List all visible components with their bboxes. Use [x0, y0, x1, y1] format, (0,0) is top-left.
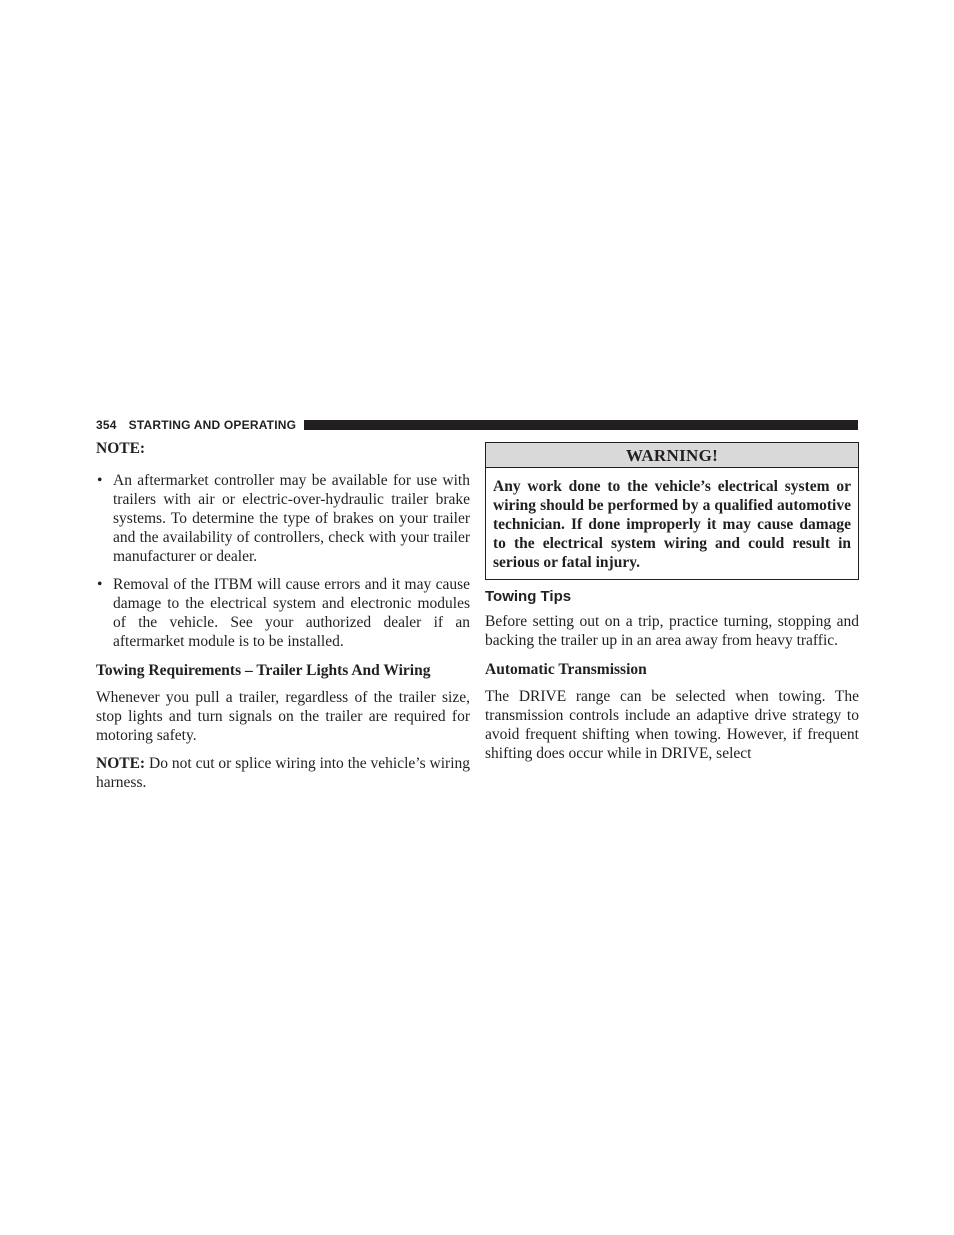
wiring-note-label: NOTE: [96, 755, 146, 772]
header-rule [304, 420, 858, 430]
section-title: STARTING AND OPERATING [128, 418, 297, 432]
left-column [96, 436, 470, 801]
automatic-transmission-paragraph: The DRIVE range can be selected when towing. The transmission controls include an adaptive drive strategy to avoid frequent shifting when towing. However, if frequent shifting does occur while in DRIVE, select [485, 688, 859, 762]
bullet-text: Removal of the ITBM will cause errors and it may cause damage to the electrical system and electronic modules of the vehicle. See your authorized dealer if an aftermarket module is to be installed. [113, 576, 470, 650]
trailer-lights-paragraph: Whenever you pull a trailer, regardless of the trailer size, stop lights and turn signals on the trailer are required for motoring safety. [96, 689, 470, 744]
automatic-transmission-heading: Automatic Transmission [485, 661, 647, 678]
note-label: NOTE: [96, 440, 146, 457]
list-item [96, 575, 470, 651]
right-column [485, 436, 859, 772]
bullet-text: An aftermarket controller may be available for use with trailers with air or electric-over-hydraulic trailer brake systems. To determine the type of brakes on your trailer and the availability of controllers, check with your trailer manufacturer or dealer. [113, 472, 470, 565]
note-bullet-list [96, 471, 470, 651]
towing-tips-heading: Towing Tips [485, 588, 572, 605]
wiring-note-text: Do not cut or splice wiring into the vehicle’s wiring harness. [96, 755, 470, 791]
warning-title: WARNING! [486, 443, 858, 468]
list-item [96, 471, 470, 566]
bullet-icon: • [97, 576, 103, 593]
page-header [96, 417, 858, 433]
warning-text: Any work done to the vehicle’s electrical system or wiring should be performed by a qualified automotive technician. If done improperly it may cause damage to the electrical system wiring and could result in serious or fatal injury. [493, 478, 851, 571]
page-number: 354 [96, 418, 117, 432]
warning-box [485, 442, 859, 580]
towing-tips-paragraph: Before setting out on a trip, practice turning, stopping and backing the trailer up in an area away from heavy traffic. [485, 613, 859, 649]
bullet-icon: • [97, 472, 103, 489]
wiring-note [96, 754, 470, 792]
trailer-lights-heading: Towing Requirements – Trailer Lights And Wiring [96, 662, 431, 679]
